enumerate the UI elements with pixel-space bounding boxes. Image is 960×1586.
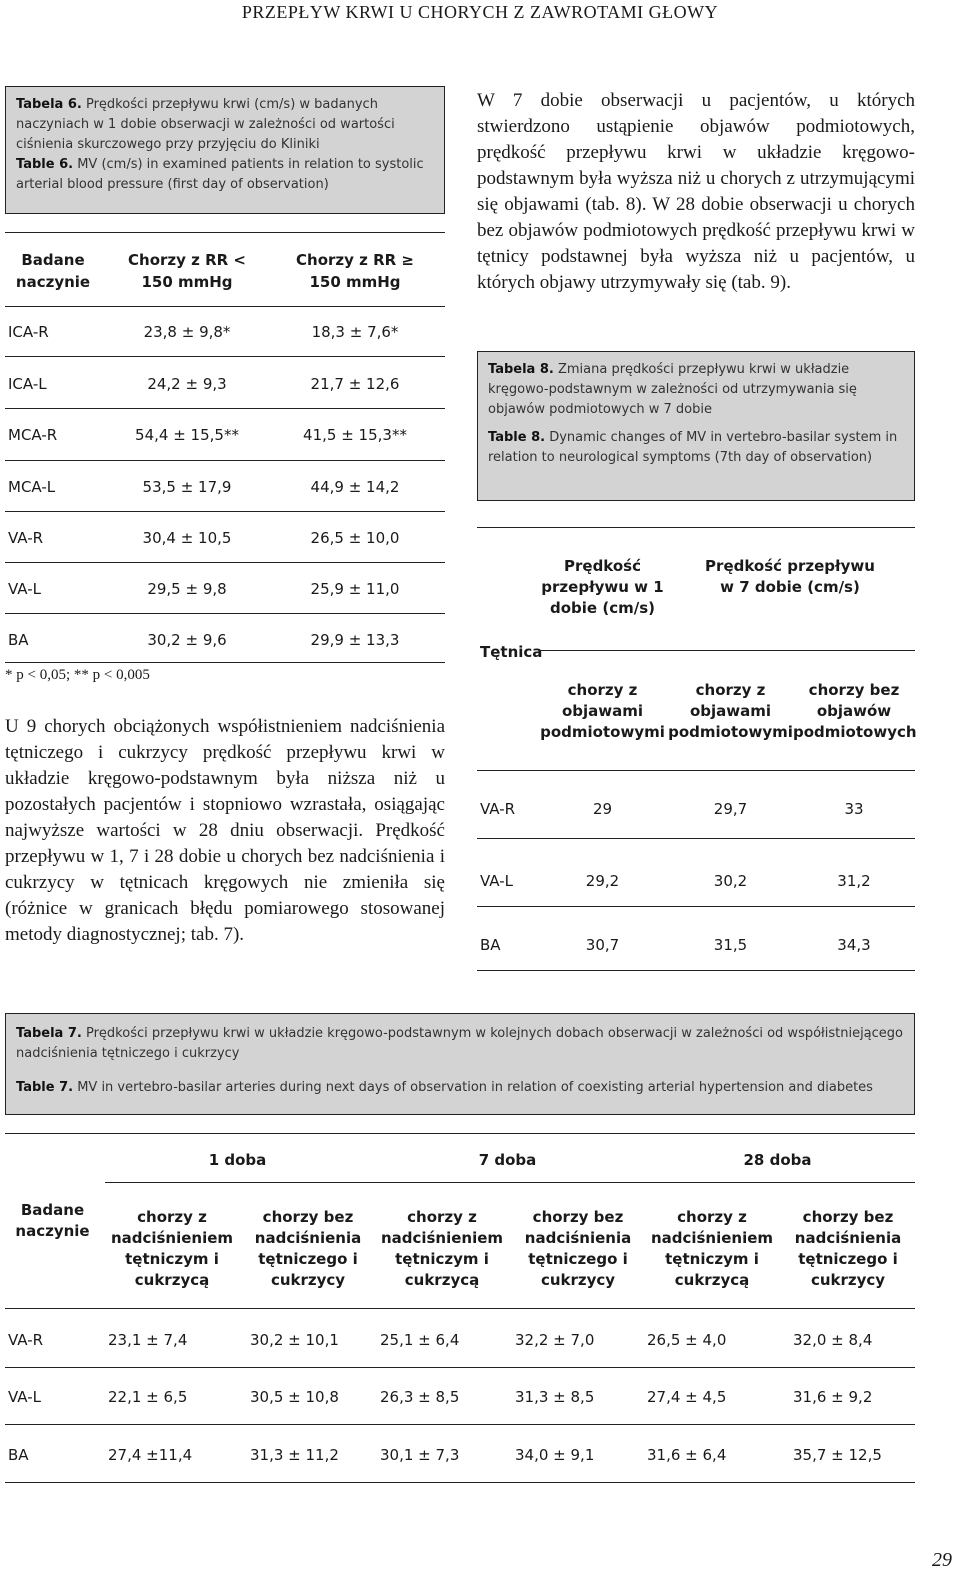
- table6-cell-vessel: ICA-R: [8, 323, 49, 341]
- table7-cell-day1-without: 31,3 ± 11,2: [250, 1446, 339, 1464]
- table7-cell-vessel: VA-R: [8, 1331, 44, 1349]
- table8-cell-artery: VA-R: [480, 800, 516, 818]
- table6-col-header-high-rr: Chorzy z RR ≥ 150 mmHg: [296, 251, 414, 291]
- table6-cell-vessel: MCA-L: [8, 478, 56, 496]
- table7-cell-day28-without: 31,6 ± 9,2: [793, 1388, 873, 1406]
- table6-cell-vessel: MCA-R: [8, 426, 58, 444]
- body-paragraph-left: [5, 714, 445, 948]
- table7-cell-day7-with: 25,1 ± 6,4: [380, 1331, 460, 1349]
- table6-footnote: * p < 0,05; ** p < 0,005: [5, 667, 150, 683]
- table7-cell-day28-with: 27,4 ± 4,5: [647, 1388, 727, 1406]
- table7-cell-day1-with: 22,1 ± 6,5: [108, 1388, 188, 1406]
- table8-caption-pl: Zmiana prędkości przepływu krwi w układzie kręgowo-podstawnym w zależności od utrzymywania się objawów podmiotowych w 7 dobie: [488, 362, 857, 417]
- table8-cell-day1: 29: [592, 800, 613, 818]
- table6-cell-low-rr: 23,8 ± 9,8*: [143, 323, 231, 341]
- table6-cell-high-rr: 18,3 ± 7,6*: [311, 323, 399, 341]
- table8-group-header-day1: Prędkość przepływu w 1 dobie (cm/s): [541, 557, 664, 617]
- table8-sub-header-day7-without: chorzy bez objawów podmiotowych: [793, 681, 917, 741]
- table7-sub-header-day1-without: chorzy bez nadciśnienia tętniczego i cukrzycy: [254, 1208, 362, 1289]
- table7-cell-day1-with: 27,4 ±11,4: [108, 1446, 193, 1464]
- table6-cell-high-rr: 25,9 ± 11,0: [310, 580, 400, 598]
- table7-cell-day7-without: 34,0 ± 9,1: [515, 1446, 595, 1464]
- table8-cell-day7-with: 30,2: [713, 872, 748, 890]
- table7-cell-day28-without: 32,0 ± 8,4: [793, 1331, 873, 1349]
- table6-cell-high-rr: 29,9 ± 13,3: [310, 631, 400, 649]
- table7-cell-day28-with: 31,6 ± 6,4: [647, 1446, 727, 1464]
- table7-cell-day1-without: 30,5 ± 10,8: [250, 1388, 339, 1406]
- table6-cell-high-rr: 26,5 ± 10,0: [310, 529, 400, 547]
- table7-sub-header-day7-without: chorzy bez nadciśnienia tętniczego i cukrzycy: [524, 1208, 632, 1289]
- table6-cell-vessel: VA-L: [8, 580, 42, 598]
- table7-cell-day7-without: 32,2 ± 7,0: [515, 1331, 595, 1349]
- table7-caption: [5, 1013, 915, 1115]
- table8-cell-artery: VA-L: [480, 872, 514, 890]
- body-paragraph-left-text: U 9 chorych obciążonych współistnieniem nadciśnienia tętniczego i cukrzycy prędkość przepływu krwi w układzie kręgowo-podstawnym była niższa niż u pozostałych pacjentów i stopniowo wzrastała, osiągając najwyższe wartości w 28 dniu obserwacji. Prędkość przepływu w 1, 7 i 28 dobie u chorych bez nadciśnienia i cukrzycy w tętnicach kręgowych nie zmieniła się (różnice w granicach błędu pomiarowego stosowanej metody diagnostycznej; tab. 7).: [5, 716, 445, 945]
- table7-cell-day7-with: 30,1 ± 7,3: [380, 1446, 460, 1464]
- table7-caption-pl-label: Tabela 7.: [16, 1026, 82, 1041]
- table6-cell-low-rr: 54,4 ± 15,5**: [135, 426, 239, 444]
- table8-group-header-day7: Prędkość przepływu w 7 dobie (cm/s): [705, 557, 875, 596]
- table8-cell-day1: 29,2: [585, 872, 620, 890]
- body-paragraph-right-text: W 7 dobie obserwacji u pacjentów, u których stwierdzono ustąpienie objawów podmiotowych, prędkość przepływu krwi w układzie kręgowo-podstawnym była wyższa niż u chorych z utrzymującymi się objawami (tab. 8). W 28 dobie obserwacji u chorych bez objawów podmiotowych prędkość przepływu krwi w tętnicy podstawnej była wyższa niż u pacjentów, u których objawy utrzymywały się (tab. 9).: [477, 90, 915, 293]
- table8-cell-artery: BA: [480, 936, 501, 954]
- table7-sub-header-day28-without: chorzy bez nadciśnienia tętniczego i cukrzycy: [794, 1208, 902, 1289]
- table8-caption-en-label: Table 8.: [488, 430, 546, 445]
- table6-cell-low-rr: 29,5 ± 9,8: [147, 580, 227, 598]
- table6-caption-en-label: Table 6.: [16, 157, 74, 172]
- table6-cell-low-rr: 30,4 ± 10,5: [142, 529, 232, 547]
- table8-cell-day1: 30,7: [585, 936, 620, 954]
- table6-col-header-vessel: Badane naczynie: [15, 251, 91, 291]
- table7-day-header-7: 7 doba: [478, 1151, 537, 1169]
- table7-caption-en-paragraph: [16, 1078, 904, 1098]
- table6-cell-high-rr: 44,9 ± 14,2: [310, 478, 400, 496]
- table7-cell-day28-with: 26,5 ± 4,0: [647, 1331, 727, 1349]
- table8-sub-header-day7-with: chorzy z objawami podmiotowymi: [668, 681, 793, 741]
- table6-cell-vessel: ICA-L: [8, 375, 47, 393]
- table6-caption-pl-label: Tabela 6.: [16, 97, 82, 112]
- table7-caption-en: MV in vertebro-basilar arteries during next days of observation in relation of coexisting arterial hypertension and diabetes: [77, 1080, 873, 1095]
- table8-row-header: Tętnica: [480, 643, 543, 661]
- body-paragraph-right: [477, 88, 915, 296]
- table6-caption: [5, 86, 445, 214]
- table8-sub-header-day1-with: chorzy z objawami podmiotowymi: [540, 681, 665, 741]
- table7-caption-en-label: Table 7.: [16, 1080, 74, 1095]
- table8-caption: [477, 351, 915, 501]
- table8-cell-day7-without: 33: [844, 800, 864, 818]
- table7-cell-day7-with: 26,3 ± 8,5: [380, 1388, 460, 1406]
- table6-cell-low-rr: 24,2 ± 9,3: [147, 375, 227, 393]
- table8-caption-en: Dynamic changes of MV in vertebro-basilar system in relation to neurological symptoms (7th day of observation): [488, 430, 898, 465]
- table8-caption-en-paragraph: [488, 428, 904, 468]
- table7-cell-day1-with: 23,1 ± 7,4: [108, 1331, 188, 1349]
- table6-cell-high-rr: 41,5 ± 15,3**: [303, 426, 407, 444]
- table8-cell-day7-without: 31,2: [837, 872, 871, 890]
- table7-caption-pl-paragraph: [16, 1024, 904, 1064]
- page-number: 29: [932, 1549, 952, 1571]
- table6-col-header-low-rr: Chorzy z RR < 150 mmHg: [128, 251, 246, 291]
- table7-caption-pl: Prędkości przepływu krwi w układzie kręgowo-podstawnym w kolejnych dobach obserwacji w zależności od współistniejącego nadciśnienia tętniczego i cukrzycy: [16, 1026, 904, 1061]
- table7-row-header: Badane naczynie: [15, 1201, 90, 1240]
- table7-day-header-1: 1 doba: [208, 1151, 267, 1169]
- table8-cell-day7-with: 29,7: [713, 800, 748, 818]
- table6-cell-vessel: BA: [8, 631, 29, 649]
- table7-day-header-28: 28 doba: [743, 1151, 812, 1169]
- table8-caption-pl-paragraph: [488, 360, 904, 420]
- table8-cell-day7-without: 34,3: [837, 936, 871, 954]
- table7-cell-day28-without: 35,7 ± 12,5: [793, 1446, 882, 1464]
- table7-sub-header-day7-with: chorzy z nadciśnieniem tętniczym i cukrzycą: [380, 1208, 504, 1289]
- table7-cell-day7-without: 31,3 ± 8,5: [515, 1388, 595, 1406]
- table7-sub-header-day1-with: chorzy z nadciśnieniem tętniczym i cukrzycą: [110, 1208, 234, 1289]
- table6-cell-high-rr: 21,7 ± 12,6: [310, 375, 400, 393]
- table7-sub-header-day28-with: chorzy z nadciśnieniem tętniczym i cukrzycą: [650, 1208, 774, 1289]
- table6-cell-low-rr: 53,5 ± 17,9: [142, 478, 232, 496]
- table8-cell-day7-with: 31,5: [713, 936, 748, 954]
- table6-cell-low-rr: 30,2 ± 9,6: [147, 631, 227, 649]
- table7-cell-vessel: VA-L: [8, 1388, 42, 1406]
- running-head: PRZEPŁYW KRWI U CHORYCH Z ZAWROTAMI GŁOWY: [241, 2, 719, 22]
- table8-caption-pl-label: Tabela 8.: [488, 362, 554, 377]
- table7-cell-day1-without: 30,2 ± 10,1: [250, 1331, 339, 1349]
- table6-cell-vessel: VA-R: [8, 529, 44, 547]
- table6-caption-en: MV (cm/s) in examined patients in relation to systolic arterial blood pressure (first day of observation): [16, 157, 424, 192]
- table6-caption-pl: Prędkości przepływu krwi (cm/s) w badanych naczyniach w 1 dobie obserwacji w zależności od wartości ciśnienia skurczowego przy przyjęciu do Kliniki: [16, 97, 395, 152]
- table7-cell-vessel: BA: [8, 1446, 29, 1464]
